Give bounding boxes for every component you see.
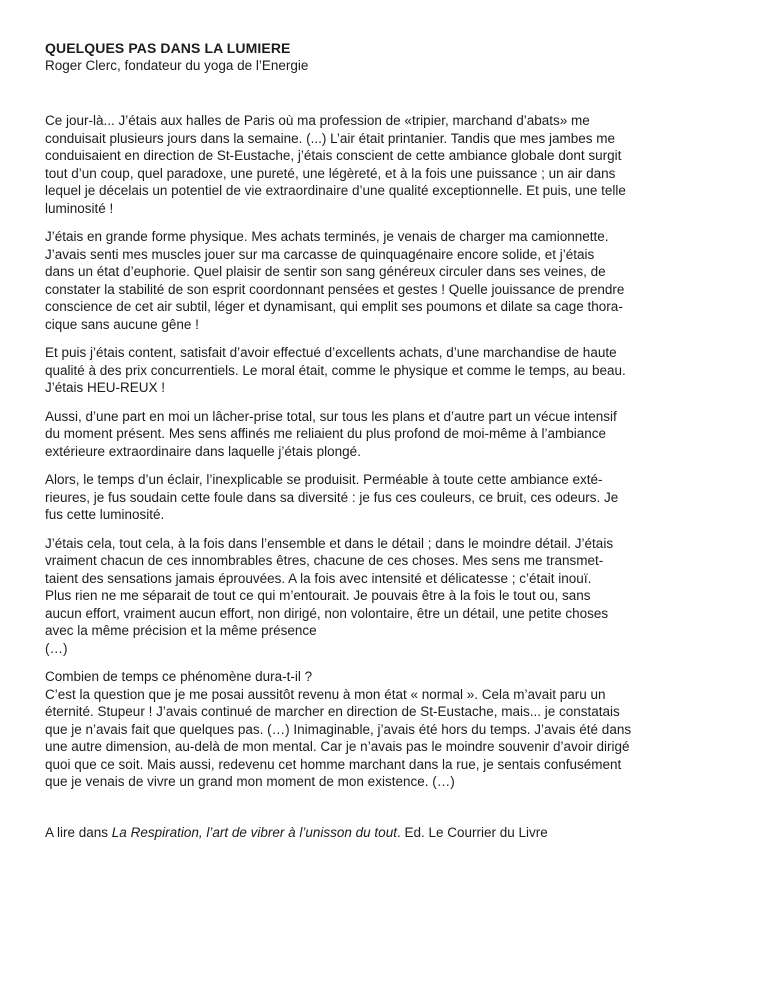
paragraph: Et puis j’étais content, satisfait d’avoir effectué d’excellents achats, d’une marchandise de haute qualité à des prix concurrentiels. Le moral était, comme le physique et comme le temps, au beau. J’étais HEU-REUX ! xyxy=(45,345,626,395)
paragraph: J’étais en grande forme physique. Mes achats terminés, je venais de charger ma camionnette. J’avais senti mes muscles jouer sur ma carcasse de quinquagénaire encore solide, et j’étais dans un état d’euphorie. Quel plaisir de sentir son sang généreux circuler dans ses veines, de constater la stabilité de son esprit coordonnant pensées et gestes ! Quelle jouissance de prendre conscience de cet air subtil, léger et dynamisant, qui emplit ses poumons et dilate sa cage thora- cique sans aucune gêne ! xyxy=(45,229,625,332)
paragraph: Aussi, d’une part en moi un lâcher-prise total, sur tous les plans et d’autre part un vécue intensif du moment présent. Mes sens affinés me reliaient du plus profond de moi-même à l’ambiance extérieure extraordinaire dans laquelle j’étais plongé. xyxy=(45,408,617,459)
reference-line xyxy=(45,824,733,842)
document-subtitle: Roger Clerc, fondateur du yoga de l’Energie xyxy=(45,58,309,73)
document-title: QUELQUES PAS DANS LA LUMIERE xyxy=(45,40,291,56)
book-title: La Respiration, l’art de vibrer à l’unisson du tout xyxy=(111,824,397,840)
reference-prefix: A lire dans xyxy=(45,824,112,840)
paragraph: Ce jour-là... J’étais aux halles de Paris où ma profession de «tripier, marchand d’abats» me conduisait plusieurs jours dans la semaine. (...) L’air était printanier. Tandis que mes jambes me conduisaient en direction de St-Eustache, j’étais conscient de cette ambiance globale dont surgit tout d’un coup, quel paradoxe, une pureté, une légèreté, et à la fois une puissance ; un air dans lequel je décelais un potentiel de vie extraordinaire d’une qualité exceptionnelle. Et puis, une telle luminosité ! xyxy=(45,113,626,216)
body-text xyxy=(45,112,733,791)
paragraph: Combien de temps ce phénomène dura-t-il ? C’est la question que je me posai aussitôt revenu à mon état « normal ». Cela m’avait paru un éternité. Stupeur ! J’avais continué de marcher en direction de St-Eustache, mais... je constatais que je n’avais fait que quelques pas. (…) Inimaginable, j’avais été hors du temps. J’avais été dans une autre dimension, au-delà de mon mental. Car je n’avais pas le moindre souvenir d’avoir dirigé quoi que ce soit. Mais aussi, redevenu cet homme marchant dans la rue, je sentais confusément que je venais de vivre un grand mon moment de mon existence. (…) xyxy=(45,669,632,789)
paragraph: J’étais cela, tout cela, à la fois dans l’ensemble et dans le détail ; dans le moindre détail. J’étais vraiment chacun de ces innombrables êtres, chacune de ces choses. Mes sens me transmet- taient des sensations jamais éprouvées. A la fois avec intensité et délicatesse ; c’était inouï. Plus rien ne me séparait de tout ce qui m’entourait. Je pouvais être à la fois le tout ou, sans aucun effort, vraiment aucun effort, non dirigé, non volontaire, être un détail, une petite choses avec la même précision et la même présence (…) xyxy=(45,535,614,656)
paragraph: Alors, le temps d’un éclair, l’inexplicable se produisit. Perméable à toute cette ambiance exté- rieures, je fus soudain cette foule dans sa diversité : je fus ces couleurs, ce bruit, ces odeurs. Je fus cette luminosité. xyxy=(45,472,619,522)
document-content xyxy=(45,40,733,841)
reference-suffix: . Ed. Le Courrier du Livre xyxy=(396,824,548,840)
